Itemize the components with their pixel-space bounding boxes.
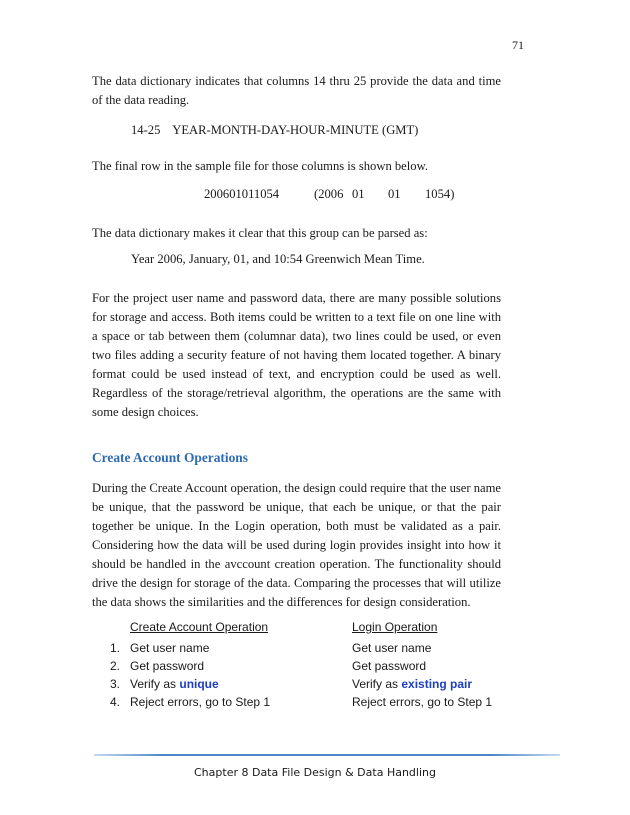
column-range: 14-25	[131, 123, 161, 137]
sample-raw: 200601011054	[204, 187, 280, 201]
page-number: 71	[512, 38, 524, 52]
create-step: Get password	[130, 659, 205, 673]
sample-year: (2006	[314, 187, 344, 201]
login-step-prefix: Verify as	[352, 677, 402, 691]
row-number: 2.	[109, 659, 120, 673]
section-paragraph: During the Create Account operation, the design could require that the user name be unique, that the password be unique, that each be unique, or that the pair together be unique. In the Login operation, both must be validated as a pair. Considering how the data will be used during login provides insight into how it should be handled in the avccount creation operation. The functionality should drive the design for storage of the data. Comparing the processes that will utilize the data shows the similarities and the differences for design consideration.	[92, 481, 501, 609]
create-step: Get user name	[130, 641, 210, 655]
login-step-emphasis: existing pair	[401, 677, 473, 691]
intro-paragraph: The data dictionary indicates that columns 14 thru 25 provide the data and time of the data reading.	[92, 74, 501, 107]
storage-paragraph: For the project user name and password data, there are many possible solutions for storage and access. Both items could be written to a text file on one line with a space or tab between them (columnar data), two lines could be used, or even two files adding a security feature of not having them located together. A binary format could be used instead of text, and encryption could be used as well. Regardless of the storage/retrieval algorithm, the operations are the same with some design choices.	[92, 291, 501, 419]
login-step: Reject errors, go to Step 1	[352, 695, 493, 709]
sample-month: 01	[352, 187, 365, 201]
column-format: YEAR-MONTH-DAY-HOUR-MINUTE (GMT)	[172, 123, 419, 137]
footer-rule	[94, 754, 560, 756]
login-step: Get password	[352, 659, 427, 673]
row-number: 3.	[109, 677, 120, 691]
section-heading: Create Account Operations	[92, 450, 248, 465]
column-spec	[131, 123, 418, 138]
parsed-value: Year 2006, January, 01, and 10:54 Greenwich Mean Time.	[131, 252, 425, 266]
create-step	[130, 677, 219, 691]
row-number: 1.	[109, 641, 120, 655]
parsed-sentence: The data dictionary makes it clear that this group can be parsed as:	[92, 226, 428, 240]
create-step: Reject errors, go to Step 1	[130, 695, 271, 709]
row-number: 4.	[109, 695, 120, 709]
login-step	[352, 677, 472, 691]
create-step-prefix: Verify as	[130, 677, 180, 691]
sample-time: 1054)	[425, 187, 455, 201]
footer-chapter-title: Chapter 8 Data File Design & Data Handling	[194, 766, 436, 779]
sample-day: 01	[388, 187, 401, 201]
create-step-emphasis: unique	[179, 677, 219, 691]
col-create-header: Create Account Operation	[130, 620, 269, 634]
final-row-sentence: The final row in the sample file for those columns is shown below.	[92, 159, 428, 173]
col-login-header: Login Operation	[352, 620, 438, 634]
login-step: Get user name	[352, 641, 432, 655]
